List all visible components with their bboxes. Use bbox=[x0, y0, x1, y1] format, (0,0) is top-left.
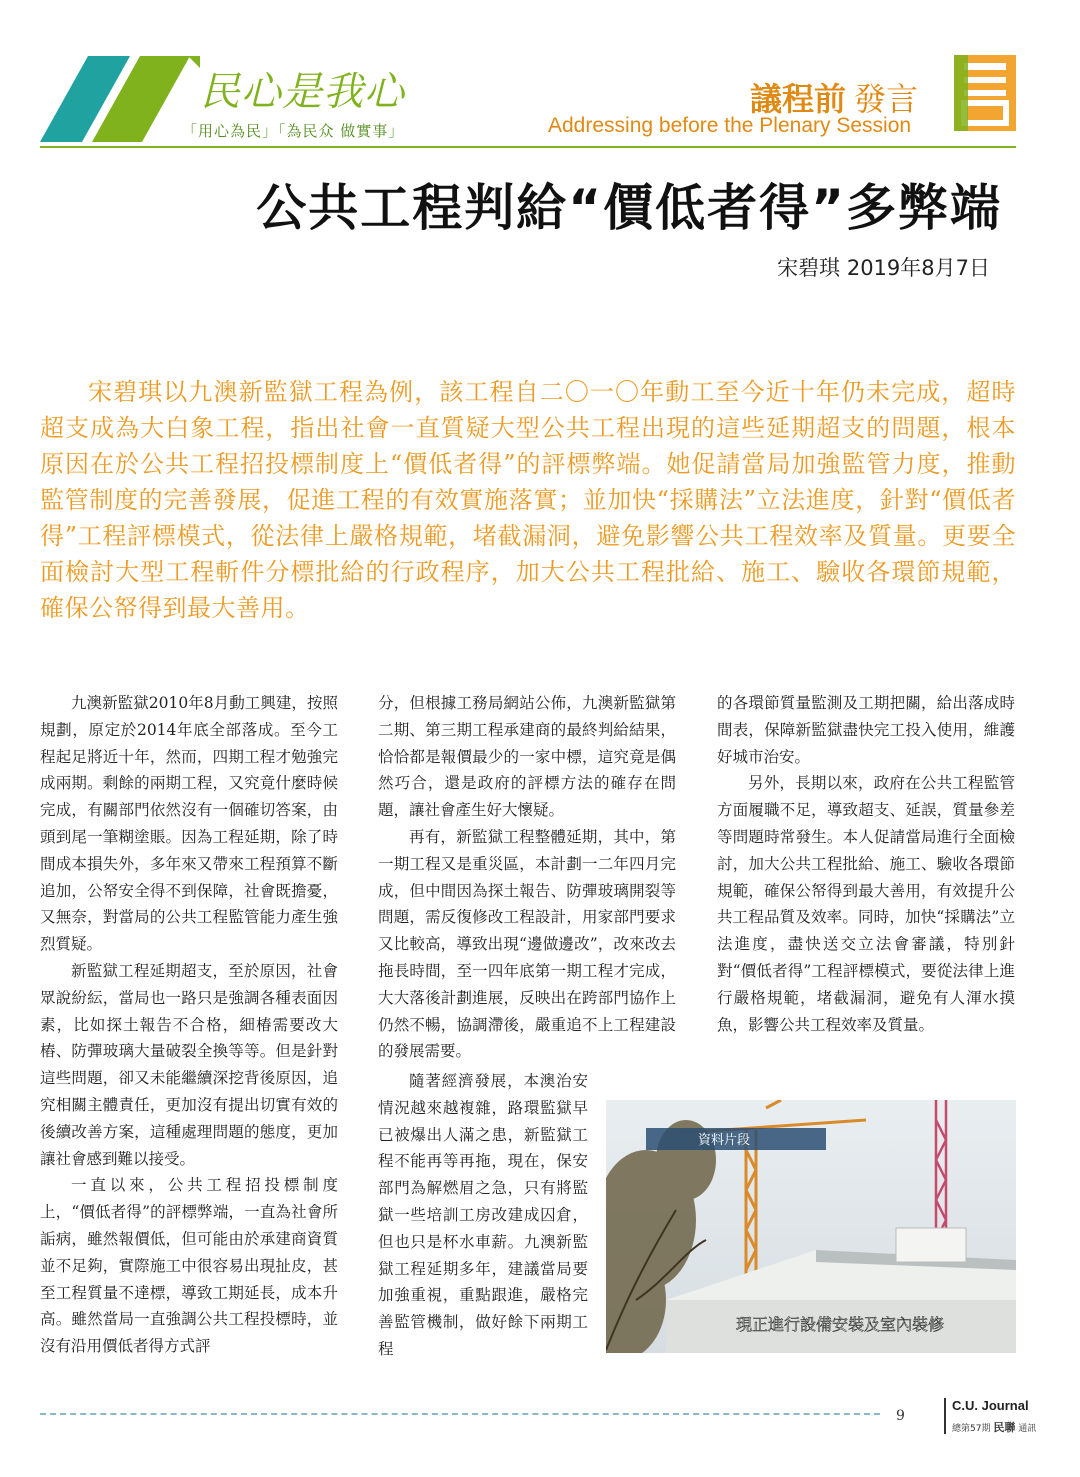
article-summary: 宋碧琪以九澳新監獄工程為例，該工程自二〇一〇年動工至今近十年仍未完成，超時超支成為大白象工程，指出社會一直質疑大型公共工程出現的這些延期超支的問題，根本原因在於公共工程招投標制度上“價低者得”的評標弊端。她促請當局加強監管力度，推動監管制度的完善發展，促進工程的有效實施落實；並加快“採購法”立法進度，針對“價低者得”工程評標模式，從法律上嚴格規範，堵截漏洞，避免影響公共工程效率及質量。更要全面檢討大型工程斬件分標批給的行政程序，加大公共工程批給、施工、驗收各環節規範，確保公帑得到最大善用。 bbox=[40, 378, 1016, 622]
section-label-rest: 發言 bbox=[854, 80, 919, 118]
paragraph: 再有，新監獄工程整體延期，其中，第一期工程又是重災區，本計劃一二年四月完成，但中間因為探土報告、防彈玻璃開裂等問題，需反復修改工程設計，用家部門要求又比較高，導致出現“邊做邊改”，改來改去拖長時間，至一四年底第一期工程才完成，大大落後計劃進展，反映出在跨部門協作上仍然不暢，協調滯後，嚴重追不上工程建設的發展需要。 bbox=[378, 827, 676, 1061]
page-number: 9 bbox=[896, 1408, 905, 1424]
body-column-1 bbox=[40, 690, 338, 1360]
paragraph: 另外，長期以來，政府在公共工程監管方面履職不足，導致超支、延誤，質量參差等問題時常發生。本人促請當局進行全面檢討，加大公共工程批給、施工、驗收各環節規範，確保公帑得到最大善用，有效提升公共工程品質及效率。同時，加快“採購法”立法進度，盡快送交立法會審議，特別針對“價低者得”工程評標模式，要從法律上進行嚴格規範，堵截漏洞，避免有人渾水摸魚，影響公共工程效率及質量。 bbox=[717, 774, 1015, 1034]
brand-slogan: 「用心為民」「為民众 做實事」 bbox=[182, 122, 405, 140]
body-column-2-lower bbox=[378, 1068, 588, 1363]
issue-name: 民聯 bbox=[993, 1421, 1016, 1434]
body-column-2 bbox=[378, 690, 676, 1065]
paragraph: 的各環節質量監測及工期把關，給出落成時間表，保障新監獄盡快完工投入使用，維護好城市治安。 bbox=[717, 694, 1015, 766]
body-column-3 bbox=[717, 690, 1015, 1038]
journal-name: C.U. Journal bbox=[952, 1398, 1029, 1413]
article-byline: 宋碧琪 2019年8月7日 bbox=[777, 256, 990, 280]
paragraph: 一直以來，公共工程招投標制度上，“價低者得”的評標弊端，一直為社會所詬病，雖然報價低，但可能由於承建商資質並不足夠，實際施工中很容易出現扯皮，甚至工程質量不達標，導致工期延長，成本升高。雖然當局一直強調公共工程投標時，並沒有沿用價低者得方式評 bbox=[40, 1176, 338, 1356]
photo-caption: 現正進行設備安裝及室內裝修 bbox=[736, 1315, 945, 1334]
section-emblem-icon bbox=[954, 55, 1016, 131]
header-stripes-graphic bbox=[40, 56, 200, 142]
issue-prefix: 總第57期 bbox=[952, 1424, 991, 1434]
section-label-english: Addressing before the Plenary Session bbox=[548, 114, 912, 137]
issue-suffix: 通訊 bbox=[1018, 1424, 1037, 1434]
paragraph: 隨著經濟發展，本澳治安情況越來越複雜，路環監獄早已被爆出人滿之患，新監獄工程不能再等再拖，現在，保安部門為解燃眉之急，只有將監獄一些培訓工房改建成囚倉，但也只是杯水車薪。九澳新監獄工程延期多年，建議當局要加強重視，重點跟進，嚴格完善監管機制，做好餘下兩期工程 bbox=[378, 1072, 588, 1358]
paragraph: 九澳新監獄2010年8月動工興建，按照規劃，原定於2014年底全部落成。至今工程起足將近十年，然而，四期工程才勉強完成兩期。剩餘的兩期工程，又究竟什麼時候完成，有關部門依然沒有一個確切答案，由頭到尾一筆糊塗賬。因為工程延期，除了時間成本損失外，多年來又帶來工程預算不斷追加，公帑安全得不到保障，社會既擔憂，又無奈，對當局的公共工程監管能力產生強烈質疑。 bbox=[40, 694, 338, 954]
footer-separator bbox=[944, 1398, 946, 1434]
construction-photo bbox=[606, 1100, 1016, 1353]
footer-divider bbox=[40, 1413, 880, 1415]
paragraph: 新監獄工程延期超支，至於原因，社會眾說紛紜，當局也一路只是強調各種表面因素，比如探土報告不合格，細椿需要改大樁、防彈玻璃大量破裂全換等等。但是針對這些問題，卻又未能繼續深挖背後原因，追究相關主體責任，更加沒有提出切實有效的後續改善方案，這種處理問題的態度，更加讓社會感到難以接受。 bbox=[40, 961, 338, 1168]
header-divider bbox=[40, 146, 1016, 148]
photo-tag: 資料片段 bbox=[698, 1133, 751, 1148]
brand-title: 民心是我心 bbox=[200, 69, 405, 115]
paragraph: 分，但根據工務局網站公佈，九澳新監獄第二期、第三期工程承建商的最終判給結果，恰恰都是報價最少的一家中標，這究竟是偶然巧合，還是政府的評標方法的確存在問題，讓社會產生好大懷疑。 bbox=[378, 694, 676, 820]
section-label-bold: 議程前 bbox=[750, 80, 847, 118]
journal-issue bbox=[952, 1419, 1036, 1435]
article-headline: 公共工程判給“價低者得”多弊端 bbox=[256, 179, 1002, 237]
